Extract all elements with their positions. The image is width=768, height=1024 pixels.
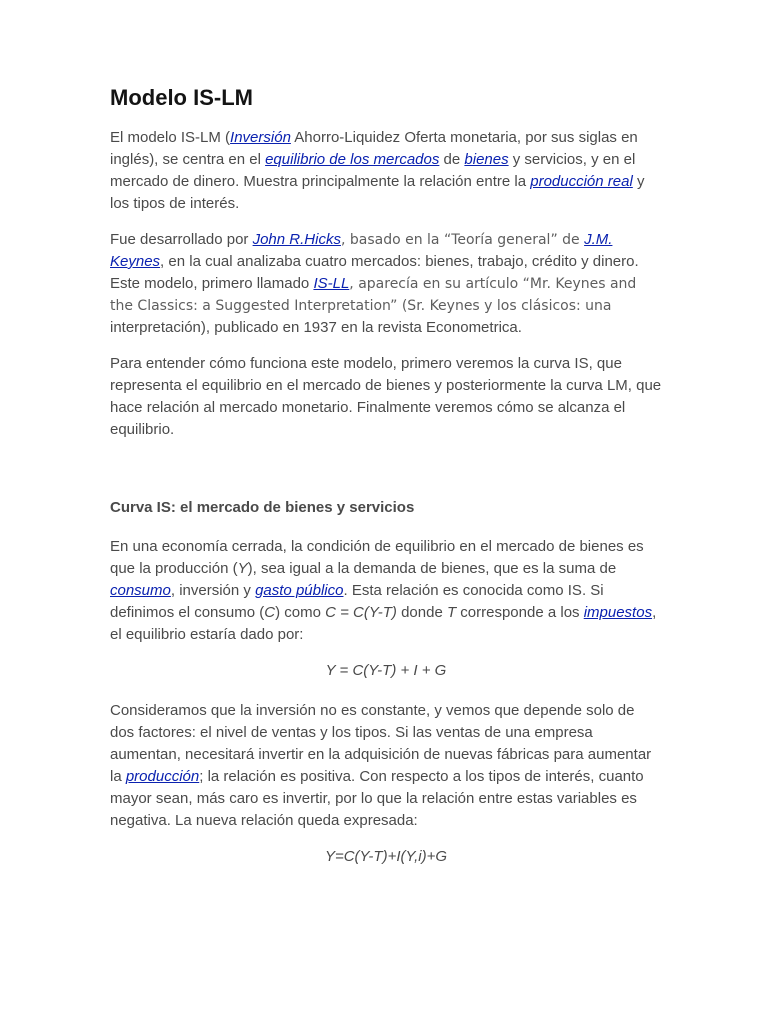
paragraph-investment: [110, 700, 662, 832]
link-john-hicks[interactable]: John R.Hicks: [252, 231, 341, 248]
text: interpretación), publicado en 1937 en la revista Econometrica.: [110, 319, 522, 336]
text: y los tipos de interés.: [110, 173, 645, 212]
equation-1: Y = C(Y-T) + I + G: [325, 662, 447, 679]
text: y servicios, y en el mercado de dinero. Muestra principalmente la relación entre la: [110, 151, 636, 190]
paragraph-history: [110, 229, 662, 339]
paragraph-overview: Para entender cómo funciona este modelo, primero veremos la curva IS, que representa el equilibrio en el mercado de bienes y posteriormente la curva LM, que hace relación al mercado monetario. Finalmente veremos cómo se alcanza el equilibrio.: [110, 355, 662, 438]
text: ; la relación es positiva. Con respecto a los tipos de interés, cuanto mayor sean, más caro es invertir, por lo que la relación entre estas variables es negativa. La nueva relación queda expresada:: [110, 768, 644, 829]
link-inversion[interactable]: Inversión: [230, 129, 291, 146]
text: corresponde a los: [456, 604, 584, 621]
text: El modelo IS-LM (: [110, 129, 231, 146]
text: , aparecía en su artículo “Mr. Keynes and the Classics: a Suggested Interpretation” (Sr. Keynes y los clásicos: una: [110, 276, 637, 314]
text: , en la cual analizaba cuatro mercados: bienes, trabajo, crédito y dinero. Este modelo, primero llamado: [110, 253, 639, 292]
variable: C: [264, 604, 276, 621]
variable: Y: [237, 560, 248, 577]
link-gasto-publico[interactable]: gasto público: [255, 582, 344, 599]
formula-inline: C = C(Y-T): [325, 604, 397, 621]
text: donde: [396, 604, 447, 621]
text: , el equilibrio estaría dado por:: [110, 604, 657, 643]
variable: T: [446, 604, 457, 621]
text: de: [439, 151, 465, 168]
paragraph-intro: [110, 127, 662, 215]
paragraph-is-curve: [110, 536, 662, 646]
link-equilibrio-mercados[interactable]: equilibrio de los mercados: [265, 151, 440, 168]
text: ), sea igual a la demanda de bienes, que es la suma de: [247, 560, 617, 577]
text: En una economía cerrada, la condición de equilibrio en el mercado de bienes es que la producción (: [110, 538, 644, 577]
link-produccion-real[interactable]: producción real: [530, 173, 633, 190]
link-is-ll[interactable]: IS-LL: [313, 275, 350, 292]
text: , inversión y: [170, 582, 256, 599]
text: , basado en la “Teoría general” de: [340, 232, 585, 248]
link-jm-keynes[interactable]: J.M. Keynes: [110, 231, 613, 270]
text: . Esta relación es conocida como IS. Si definimos el consumo (: [110, 582, 604, 621]
section-title: Curva IS: el mercado de bienes y servicios: [110, 499, 415, 516]
link-bienes[interactable]: bienes: [464, 151, 509, 168]
text: Fue desarrollado por: [110, 231, 253, 248]
page-title: Modelo IS-LM: [110, 85, 253, 110]
text: Consideramos que la inversión no es constante, y vemos que depende solo de dos factores: el nivel de ventas y los tipos. Si las ventas de una empresa aumentan, necesitará invertir en la adquisición de nuevas fábricas para aumentar la: [110, 702, 652, 785]
article-body: [110, 84, 662, 886]
text: Ahorro-Liquidez Oferta monetaria, por sus siglas en inglés), se centra en el: [110, 129, 638, 168]
link-consumo[interactable]: consumo: [110, 582, 171, 599]
text: ) como: [275, 604, 326, 621]
equation-2: Y=C(Y-T)+I(Y,i)+G: [324, 848, 448, 865]
link-produccion[interactable]: producción: [125, 768, 200, 785]
link-impuestos[interactable]: impuestos: [583, 604, 653, 621]
